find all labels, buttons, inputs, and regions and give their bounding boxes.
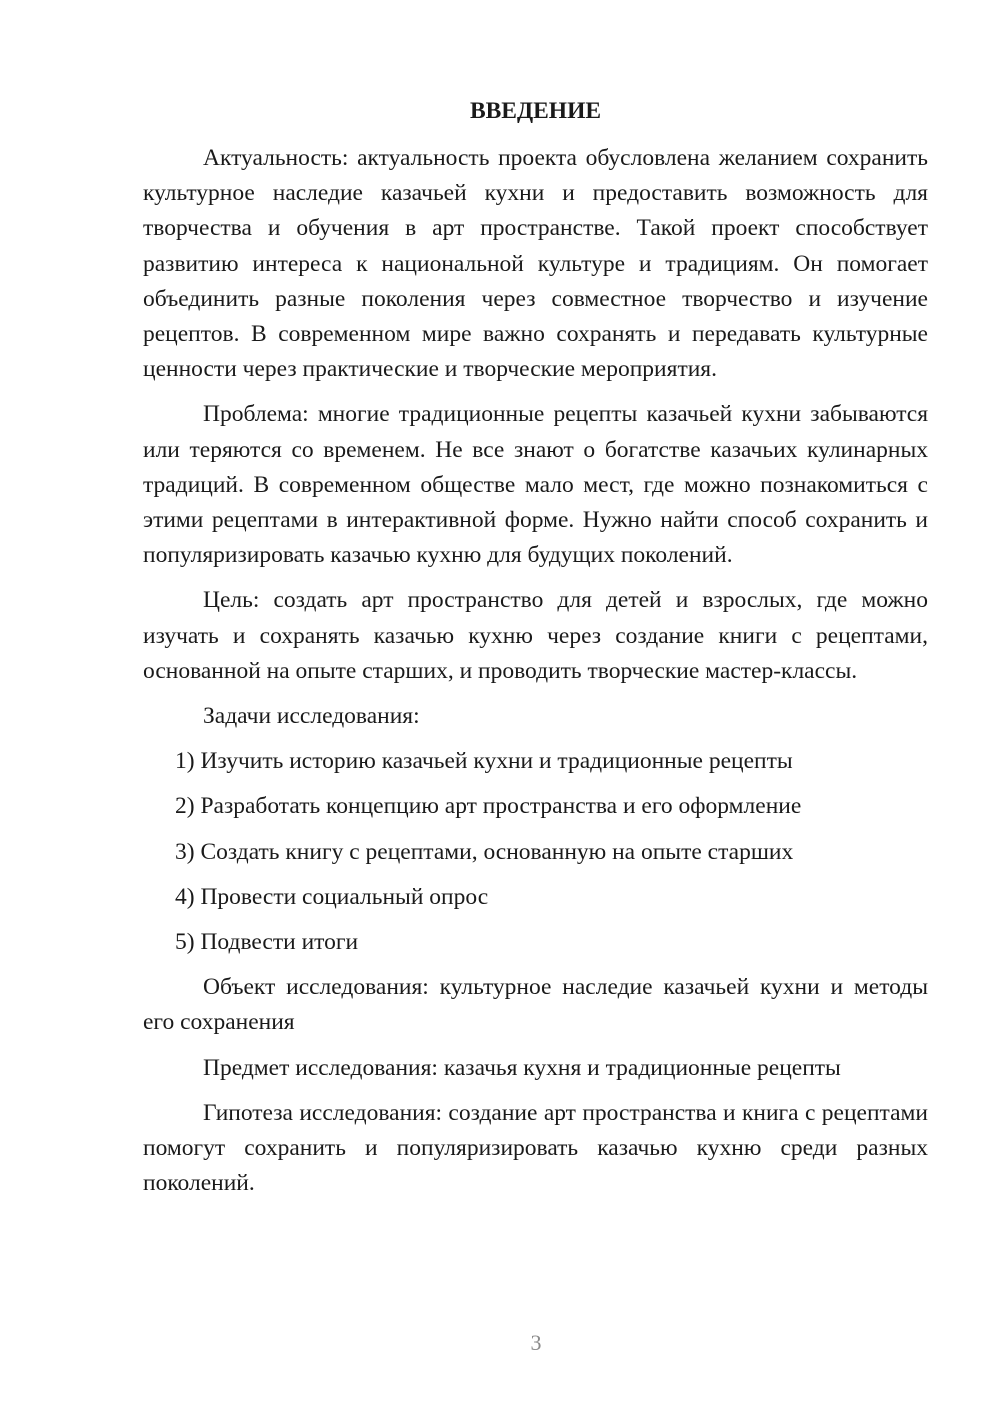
goal-paragraph: Цель: создать арт пространство для детей и взрослых, где можно изучать и сохранять казачью кухню через создание книги с рецептами, основанной на опыте старших, и проводить творческие мастер-классы. bbox=[143, 587, 928, 684]
relevance-paragraph: Актуальность: актуальность проекта обусловлена желанием сохранить культурное наследие казачьей кухни и предоставить возможность для творчества и обучения в арт пространстве. Такой проект способствует развитию интереса к национальной культуре и традициям. Он помогает объединить разные поколения через совместное творчество и изучение рецептов. В современном мире важно сохранять и передавать культурные ценности через практические и творческие мероприятия. bbox=[143, 145, 928, 383]
task-item: 1) Изучить историю казачьей кухни и традиционные рецепты bbox=[175, 748, 793, 775]
subject-paragraph: Предмет исследования: казачья кухня и традиционные рецепты bbox=[203, 1054, 841, 1081]
page-content bbox=[143, 94, 928, 1211]
task-item: 4) Провести социальный опрос bbox=[175, 883, 489, 910]
tasks-heading: Задачи исследования: bbox=[203, 703, 420, 730]
problem-paragraph: Проблема: многие традиционные рецепты казачьей кухни забываются или теряются со временем. Не все знают о богатстве казачьих кулинарных традиций. В современном обществе мало мест, где можно познакомиться с этими рецептами в интерактивной форме. Нужно найти способ сохранить и популяризировать казачью кухню для будущих поколений. bbox=[143, 401, 928, 569]
task-item: 5) Подвести итоги bbox=[175, 929, 359, 956]
object-paragraph: Объект исследования: культурное наследие казачьей кухни и методы его сохранения bbox=[143, 974, 928, 1036]
task-item: 2) Разработать концепцию арт пространства и его оформление bbox=[175, 793, 802, 820]
task-item: 3) Создать книгу с рецептами, основанную на опыте старших bbox=[175, 838, 794, 865]
tasks-list bbox=[143, 744, 928, 960]
page-title: ВВЕДЕНИЕ bbox=[469, 98, 602, 124]
page-number: 3 bbox=[530, 1330, 542, 1355]
hypothesis-paragraph: Гипотеза исследования: создание арт пространства и книга с рецептами помогут сохранить и популяризировать казачью кухню среди разных поколений. bbox=[143, 1099, 928, 1197]
